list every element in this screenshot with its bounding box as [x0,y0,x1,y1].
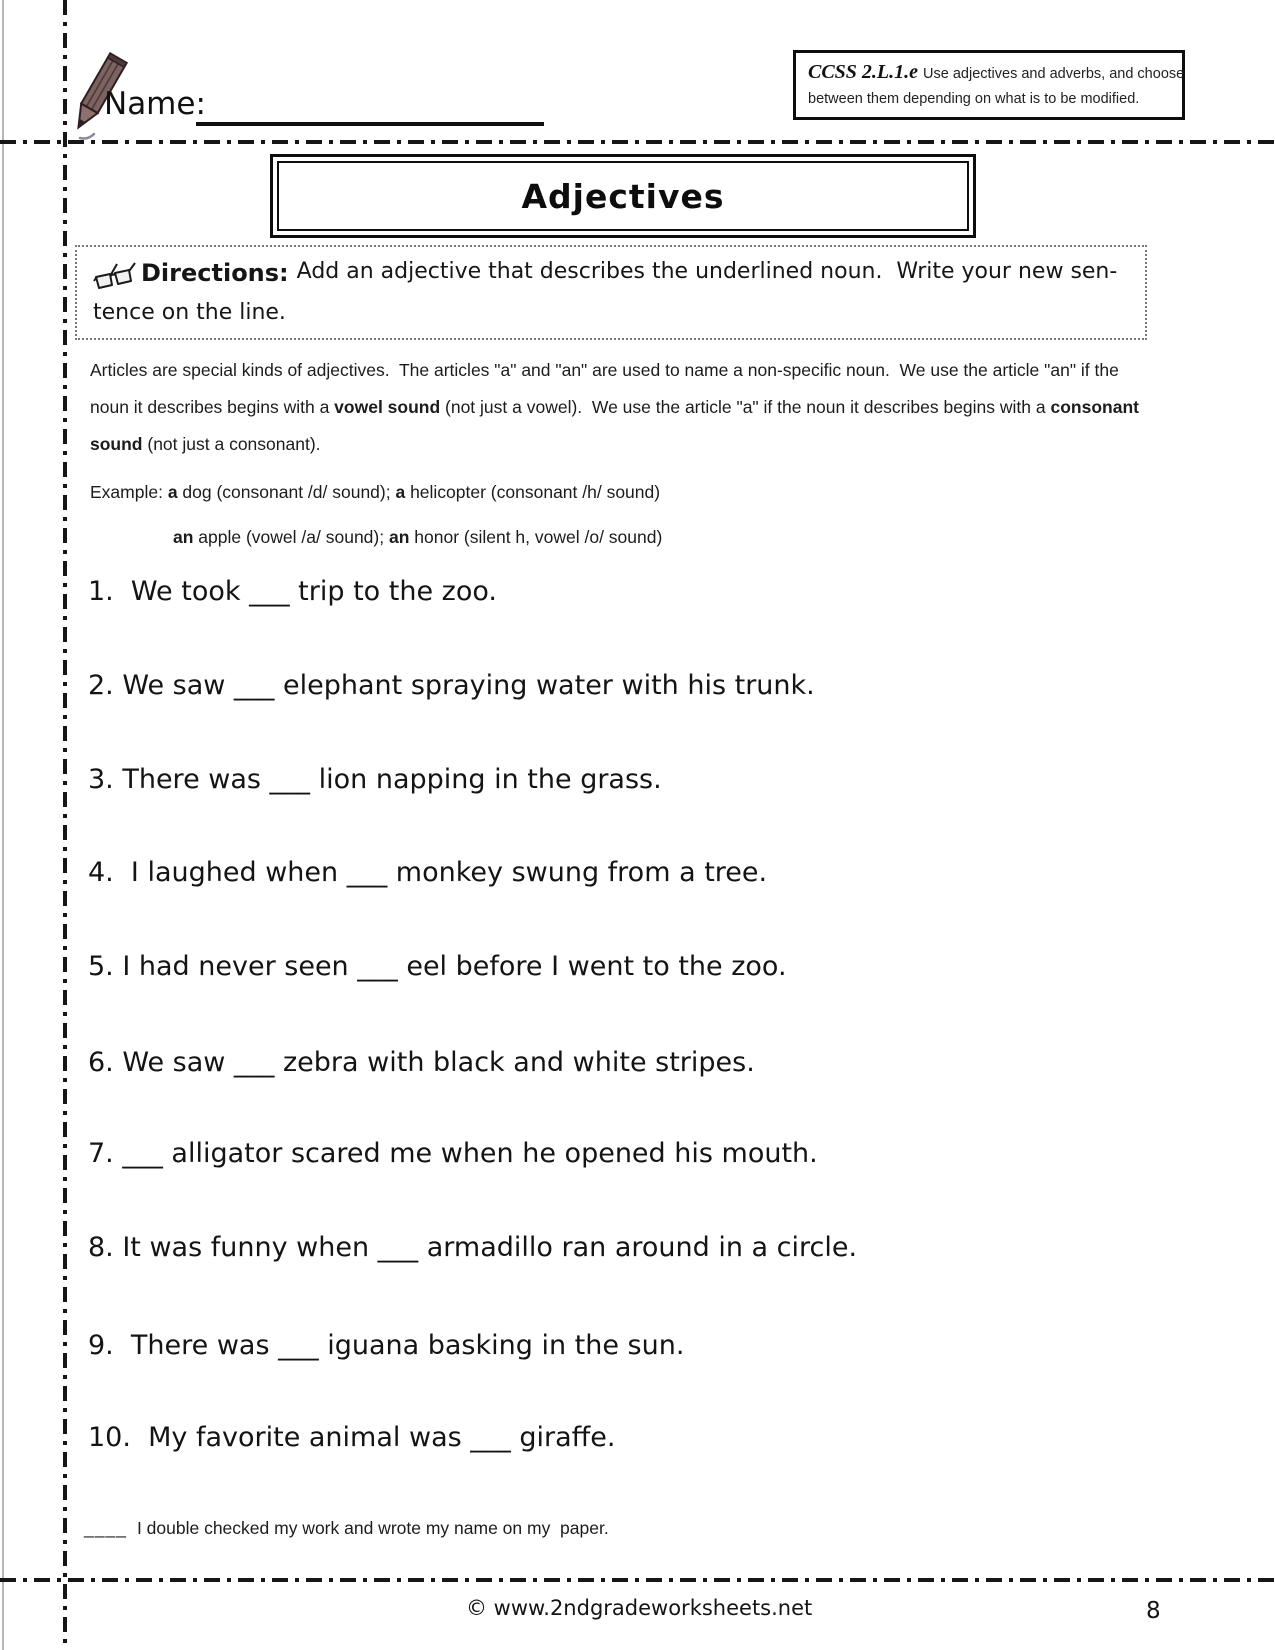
example-article-an: an [388,527,410,547]
example-text: dog (consonant /d/ sound); [177,482,396,502]
example-text: apple (vowel /a/ sound); [193,527,389,547]
example-article-a: a [395,482,406,502]
article-seg-vowel-sound: vowel sound [334,397,441,417]
sentence-item-7: 7. ___ alligator scared me when he opened his mouth. [88,1138,818,1169]
article-explanation [90,352,1158,463]
sentence-item-10: 10. My favorite animal was ___ giraffe. [88,1422,616,1453]
bottom-fold-dashdot-line [0,1578,1275,1582]
footer-page-number: 8 [1146,1598,1161,1624]
ccss-line1 [808,61,1185,84]
ccss-text-line1: Use adjectives and adverbs, and choose [923,66,1185,82]
article-seg: (not just a consonant). [142,434,321,454]
directions-line1 [93,259,1131,291]
example-line-1 [90,482,660,503]
sentence-item-5: 5. I had never seen ___ eel before I went to the zoo. [88,951,787,982]
check-blank: ____ [84,1518,127,1538]
article-seg: (not just a vowel). We use the article "a" if the noun it describes begins with a [440,397,1051,417]
scan-edge-line [2,0,4,1650]
sentence-item-2: 2. We saw ___ elephant spraying water with his trunk. [88,670,815,701]
example-text: helicopter (consonant /h/ sound) [405,482,661,502]
self-check-line [84,1518,609,1539]
title-box [270,154,976,238]
check-text: I double checked my work and wrote my name on my paper. [136,1518,609,1538]
directions-label: Directions: [141,259,289,287]
article-seg: Articles are special kinds of adjectives. The articles "a" and "an" are used to name a non-specific noun. We use the article "an" if the noun it describes begins with a [90,360,1124,417]
article-seg-consonant-sound: consonant sound [90,397,1144,454]
footer-copyright: © www.2ndgradeworksheets.net [466,1596,813,1620]
example-article-an: an [173,527,194,547]
directions-text-line2: tence on the line. [93,300,286,325]
sentence-item-4: 4. I laughed when ___ monkey swung from a tree. [88,857,768,888]
title-box-inner [277,161,969,231]
left-fold-dashdot-line [63,0,67,1650]
example-lead: Example: [90,482,168,502]
ccss-text-line2: between them depending on what is to be modified. [808,91,1140,107]
ccss-standard-box [793,50,1185,120]
name-label: Name: [104,86,206,122]
sentence-item-8: 8. It was funny when ___ armadillo ran around in a circle. [88,1232,858,1263]
directions-box [75,245,1147,340]
directions-text-line1: Add an adjective that describes the underlined noun. Write your new sen- [296,259,1118,284]
glasses-icon [93,261,137,293]
example-line-2 [173,527,662,548]
sentence-item-1: 1. We took ___ trip to the zoo. [88,576,497,607]
example-text: honor (silent h, vowel /o/ sound) [409,527,663,547]
sentence-item-9: 9. There was ___ iguana basking in the sun. [88,1330,685,1361]
page-title: Adjectives [521,176,725,216]
top-fold-dashdot-line [0,140,1275,144]
ccss-code: CCSS 2.L.1.e [808,61,919,83]
name-blank-line [196,122,544,126]
sentence-item-3: 3. There was ___ lion napping in the grass. [88,764,662,795]
example-article-a: a [167,482,178,502]
sentence-item-6: 6. We saw ___ zebra with black and white stripes. [88,1047,755,1078]
